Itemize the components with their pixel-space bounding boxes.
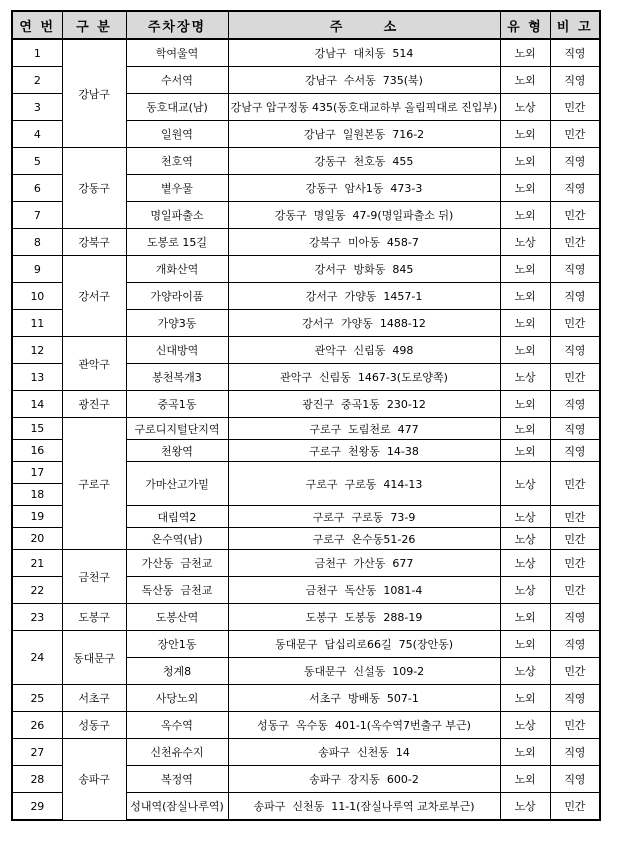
note-cell: 민간 xyxy=(550,364,600,391)
address-cell: 강서구 가양동 1457-1 xyxy=(228,283,500,310)
type-cell: 노상 xyxy=(500,94,550,121)
type-cell: 노상 xyxy=(500,364,550,391)
row-number: 10 xyxy=(12,283,62,310)
note-cell: 직영 xyxy=(550,739,600,766)
note-cell: 직영 xyxy=(550,440,600,462)
type-cell: 노외 xyxy=(500,418,550,440)
type-cell: 노외 xyxy=(500,766,550,793)
address-cell: 금천구 가산동 677 xyxy=(228,550,500,577)
note-cell: 민간 xyxy=(550,550,600,577)
lot-name-cell: 가산동 금천교 xyxy=(126,550,228,577)
table-row xyxy=(12,418,600,440)
lot-name-cell: 사당노외 xyxy=(126,685,228,712)
type-cell: 노상 xyxy=(500,712,550,739)
address-cell: 강남구 압구정동 435(동호대교하부 올림픽대로 진입부) xyxy=(228,94,500,121)
type-cell: 노상 xyxy=(500,550,550,577)
lot-name-cell: 가마산고가밑 xyxy=(126,462,228,506)
header-note: 비 고 xyxy=(550,11,600,39)
row-number: 5 xyxy=(12,148,62,175)
type-cell: 노외 xyxy=(500,175,550,202)
district-cell: 강서구 xyxy=(62,256,126,337)
lot-name-cell: 개화산역 xyxy=(126,256,228,283)
district-cell: 관악구 xyxy=(62,337,126,391)
type-cell: 노외 xyxy=(500,391,550,418)
type-cell: 노상 xyxy=(500,528,550,550)
type-cell: 노상 xyxy=(500,793,550,821)
parking-lot-table-sheet xyxy=(11,10,601,821)
note-cell: 직영 xyxy=(550,631,600,658)
table-row xyxy=(12,148,600,175)
address-cell: 관악구 신림동 498 xyxy=(228,337,500,364)
type-cell: 노외 xyxy=(500,39,550,67)
note-cell: 직영 xyxy=(550,175,600,202)
row-number: 1 xyxy=(12,39,62,67)
type-cell: 노외 xyxy=(500,283,550,310)
lot-name-cell: 가양3동 xyxy=(126,310,228,337)
row-number: 15 xyxy=(12,418,62,440)
row-number: 21 xyxy=(12,550,62,577)
address-cell: 강동구 명일동 47-9(명일파출소 뒤) xyxy=(228,202,500,229)
type-cell: 노외 xyxy=(500,604,550,631)
district-cell: 송파구 xyxy=(62,739,126,821)
header-no: 연 번 xyxy=(12,11,62,39)
lot-name-cell: 도봉산역 xyxy=(126,604,228,631)
row-number: 11 xyxy=(12,310,62,337)
type-cell: 노상 xyxy=(500,658,550,685)
address-cell: 광진구 중곡1동 230-12 xyxy=(228,391,500,418)
note-cell: 직영 xyxy=(550,148,600,175)
row-number: 8 xyxy=(12,229,62,256)
table-row xyxy=(12,229,600,256)
type-cell: 노외 xyxy=(500,202,550,229)
type-cell: 노상 xyxy=(500,229,550,256)
note-cell: 직영 xyxy=(550,391,600,418)
row-number: 7 xyxy=(12,202,62,229)
address-cell: 성동구 옥수동 401-1(옥수역7번출구 부근) xyxy=(228,712,500,739)
lot-name-cell: 복정역 xyxy=(126,766,228,793)
address-cell: 강서구 방화동 845 xyxy=(228,256,500,283)
note-cell: 직영 xyxy=(550,256,600,283)
lot-name-cell: 일원역 xyxy=(126,121,228,148)
row-number: 14 xyxy=(12,391,62,418)
note-cell: 민간 xyxy=(550,310,600,337)
district-cell: 금천구 xyxy=(62,550,126,604)
district-cell: 강동구 xyxy=(62,148,126,229)
row-number: 17 xyxy=(12,462,62,484)
type-cell: 노외 xyxy=(500,631,550,658)
table-row xyxy=(12,604,600,631)
note-cell: 민간 xyxy=(550,121,600,148)
type-cell: 노외 xyxy=(500,148,550,175)
lot-name-cell: 독산동 금천교 xyxy=(126,577,228,604)
table-row xyxy=(12,391,600,418)
note-cell: 민간 xyxy=(550,229,600,256)
note-cell: 민간 xyxy=(550,658,600,685)
note-cell: 민간 xyxy=(550,506,600,528)
table-row xyxy=(12,631,600,658)
row-number: 9 xyxy=(12,256,62,283)
district-cell: 광진구 xyxy=(62,391,126,418)
district-cell: 강남구 xyxy=(62,39,126,148)
lot-name-cell: 명일파출소 xyxy=(126,202,228,229)
lot-name-cell: 옥수역 xyxy=(126,712,228,739)
lot-name-cell: 청계8 xyxy=(126,658,228,685)
district-cell: 서초구 xyxy=(62,685,126,712)
address-cell: 송파구 장지동 600-2 xyxy=(228,766,500,793)
note-cell: 직영 xyxy=(550,67,600,94)
note-cell: 직영 xyxy=(550,39,600,67)
lot-name-cell: 신천유수지 xyxy=(126,739,228,766)
row-number: 6 xyxy=(12,175,62,202)
address-cell: 구로구 온수동51-26 xyxy=(228,528,500,550)
row-number: 16 xyxy=(12,440,62,462)
type-cell: 노상 xyxy=(500,577,550,604)
note-cell: 민간 xyxy=(550,793,600,821)
district-cell: 강북구 xyxy=(62,229,126,256)
address-cell: 도봉구 도봉동 288-19 xyxy=(228,604,500,631)
table-row xyxy=(12,256,600,283)
note-cell: 민간 xyxy=(550,94,600,121)
type-cell: 노외 xyxy=(500,685,550,712)
header-district: 구 분 xyxy=(62,11,126,39)
type-cell: 노상 xyxy=(500,506,550,528)
lot-name-cell: 신대방역 xyxy=(126,337,228,364)
lot-name-cell: 봉천복개3 xyxy=(126,364,228,391)
address-cell: 동대문구 답십리로66길 75(장안동) xyxy=(228,631,500,658)
row-number: 27 xyxy=(12,739,62,766)
header-address: 주 소 xyxy=(228,11,500,39)
row-number: 28 xyxy=(12,766,62,793)
parking-lot-table xyxy=(11,10,601,821)
address-cell: 강남구 수서동 735(북) xyxy=(228,67,500,94)
address-cell: 강남구 일원본동 716-2 xyxy=(228,121,500,148)
table-row xyxy=(12,550,600,577)
lot-name-cell: 성내역(잠실나루역) xyxy=(126,793,228,821)
note-cell: 민간 xyxy=(550,712,600,739)
type-cell: 노외 xyxy=(500,310,550,337)
address-cell: 강북구 미아동 458-7 xyxy=(228,229,500,256)
header-type: 유 형 xyxy=(500,11,550,39)
note-cell: 민간 xyxy=(550,202,600,229)
row-number: 13 xyxy=(12,364,62,391)
address-cell: 강동구 천호동 455 xyxy=(228,148,500,175)
address-cell: 강서구 가양동 1488-12 xyxy=(228,310,500,337)
type-cell: 노외 xyxy=(500,256,550,283)
district-cell: 구로구 xyxy=(62,418,126,550)
type-cell: 노외 xyxy=(500,121,550,148)
row-number: 19 xyxy=(12,506,62,528)
type-cell: 노외 xyxy=(500,739,550,766)
lot-name-cell: 학여울역 xyxy=(126,39,228,67)
lot-name-cell: 온수역(남) xyxy=(126,528,228,550)
table-row xyxy=(12,739,600,766)
address-cell: 강남구 대치동 514 xyxy=(228,39,500,67)
address-cell: 금천구 독산동 1081-4 xyxy=(228,577,500,604)
district-cell: 도봉구 xyxy=(62,604,126,631)
lot-name-cell: 도봉로 15길 xyxy=(126,229,228,256)
lot-name-cell: 장안1동 xyxy=(126,631,228,658)
lot-name-cell: 동호대교(남) xyxy=(126,94,228,121)
address-cell: 송파구 신천동 11-1(잠실나루역 교차로부근) xyxy=(228,793,500,821)
note-cell: 직영 xyxy=(550,604,600,631)
table-row xyxy=(12,39,600,67)
row-number: 29 xyxy=(12,793,62,821)
table-row xyxy=(12,337,600,364)
address-cell: 강동구 암사1동 473-3 xyxy=(228,175,500,202)
lot-name-cell: 수서역 xyxy=(126,67,228,94)
address-cell: 구로구 도림천로 477 xyxy=(228,418,500,440)
row-number: 20 xyxy=(12,528,62,550)
row-number: 22 xyxy=(12,577,62,604)
lot-name-cell: 천호역 xyxy=(126,148,228,175)
note-cell: 직영 xyxy=(550,766,600,793)
header-row xyxy=(12,11,600,39)
note-cell: 민간 xyxy=(550,577,600,604)
lot-name-cell: 대림역2 xyxy=(126,506,228,528)
row-number: 4 xyxy=(12,121,62,148)
type-cell: 노외 xyxy=(500,67,550,94)
note-cell: 직영 xyxy=(550,283,600,310)
header-lot-name: 주차장명 xyxy=(126,11,228,39)
row-number: 2 xyxy=(12,67,62,94)
address-cell: 구로구 구로동 414-13 xyxy=(228,462,500,506)
note-cell: 민간 xyxy=(550,462,600,506)
row-number: 3 xyxy=(12,94,62,121)
row-number: 23 xyxy=(12,604,62,631)
type-cell: 노외 xyxy=(500,440,550,462)
row-number: 24 xyxy=(12,631,62,685)
district-cell: 성동구 xyxy=(62,712,126,739)
type-cell: 노외 xyxy=(500,337,550,364)
address-cell: 송파구 신천동 14 xyxy=(228,739,500,766)
lot-name-cell: 볕우물 xyxy=(126,175,228,202)
lot-name-cell: 천왕역 xyxy=(126,440,228,462)
address-cell: 서초구 방배동 507-1 xyxy=(228,685,500,712)
lot-name-cell: 가양라이품 xyxy=(126,283,228,310)
row-number: 26 xyxy=(12,712,62,739)
type-cell: 노상 xyxy=(500,462,550,506)
lot-name-cell: 구로디지털단지역 xyxy=(126,418,228,440)
row-number: 18 xyxy=(12,484,62,506)
address-cell: 구로구 천왕동 14-38 xyxy=(228,440,500,462)
row-number: 25 xyxy=(12,685,62,712)
table-row xyxy=(12,685,600,712)
row-number: 12 xyxy=(12,337,62,364)
address-cell: 구로구 구로동 73-9 xyxy=(228,506,500,528)
note-cell: 직영 xyxy=(550,337,600,364)
district-cell: 동대문구 xyxy=(62,631,126,685)
note-cell: 민간 xyxy=(550,528,600,550)
table-body xyxy=(12,39,600,820)
address-cell: 동대문구 신설동 109-2 xyxy=(228,658,500,685)
note-cell: 직영 xyxy=(550,418,600,440)
lot-name-cell: 중곡1동 xyxy=(126,391,228,418)
table-row xyxy=(12,712,600,739)
address-cell: 관악구 신림동 1467-3(도로양쪽) xyxy=(228,364,500,391)
note-cell: 직영 xyxy=(550,685,600,712)
